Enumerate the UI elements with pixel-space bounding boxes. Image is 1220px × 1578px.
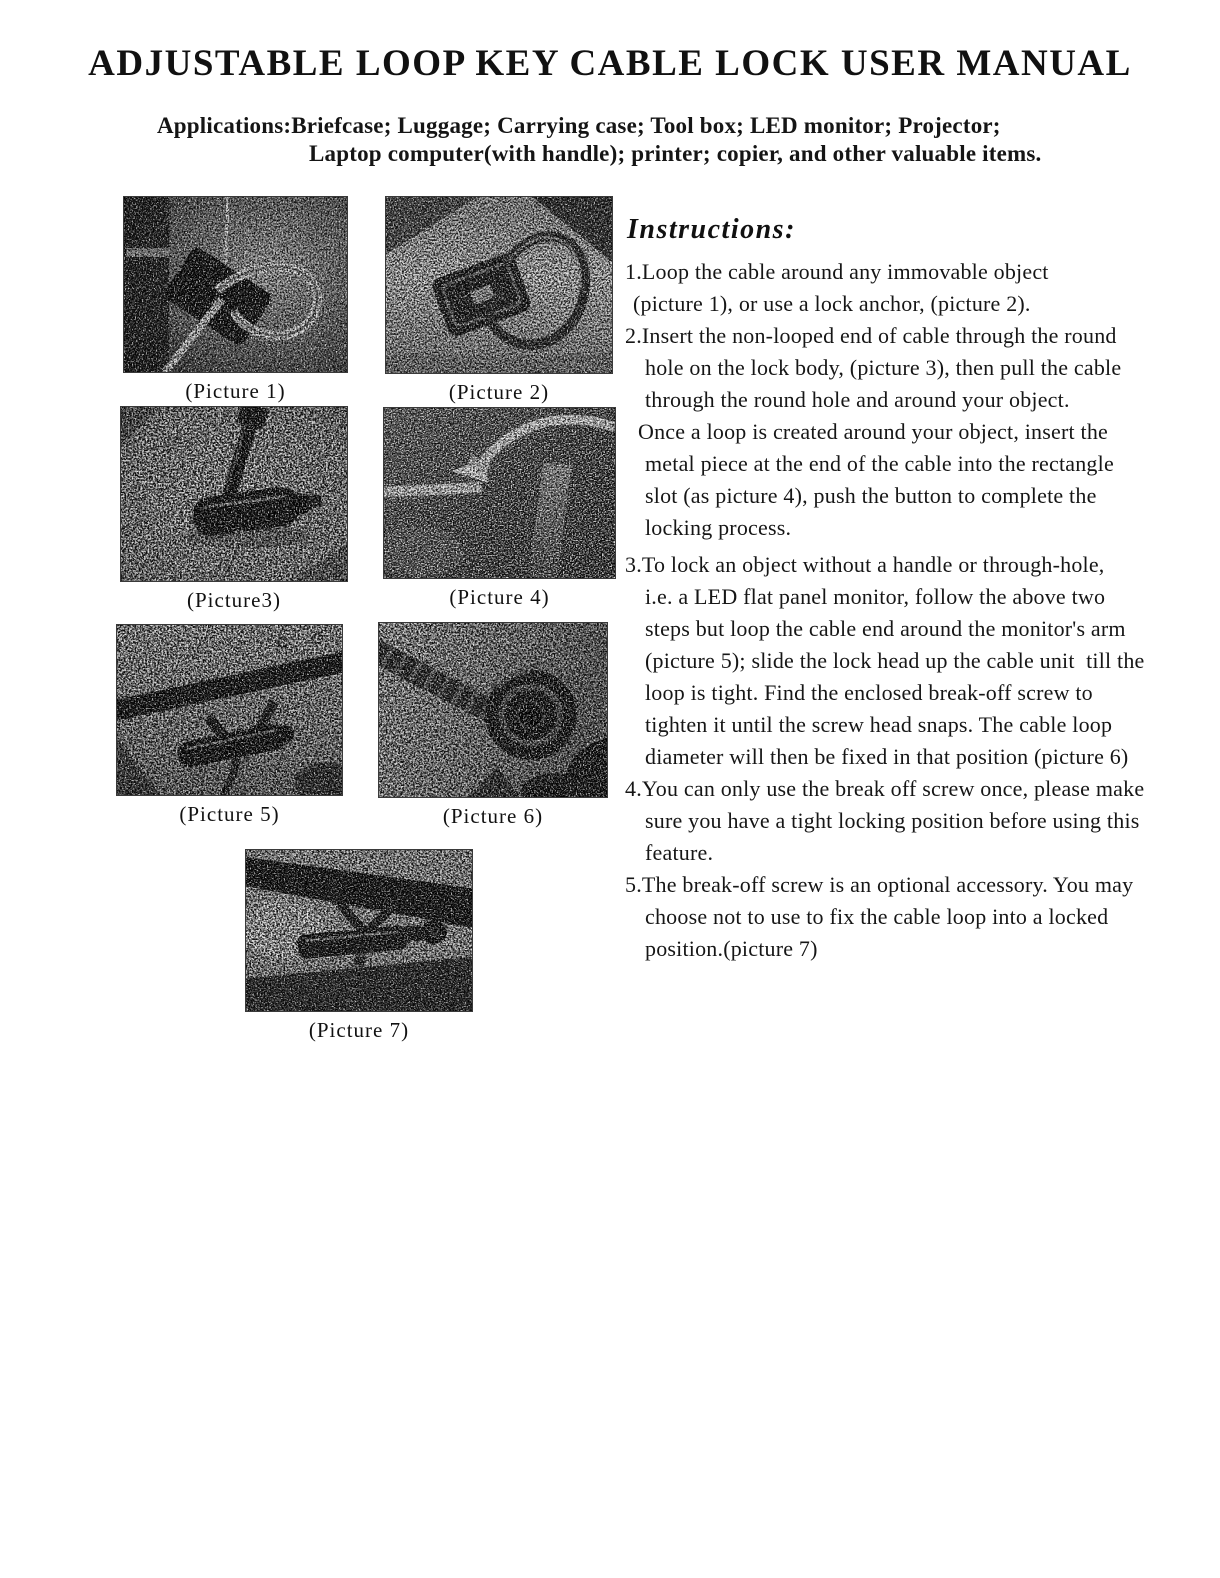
instruction-item-4: [625, 773, 1200, 869]
picture-5-caption: (Picture 5): [179, 802, 280, 826]
picture-2-caption: (Picture 2): [448, 380, 550, 404]
instruction-line: steps but loop the cable end around the monitor's arm: [645, 616, 1126, 641]
picture-2: [385, 196, 613, 405]
picture-4: [383, 407, 616, 610]
picture-1-photo: [123, 196, 348, 373]
applications-text: [157, 112, 1042, 168]
instruction-line: 5.The break-off screw is an optional accessory. You may: [625, 872, 1134, 897]
picture-5-photo: [116, 624, 343, 796]
page-title: ADJUSTABLE LOOP KEY CABLE LOCK USER MANUAL: [88, 43, 1132, 84]
instructions-heading: Instructions:: [627, 214, 796, 245]
instruction-line: locking process.: [645, 515, 792, 540]
instruction-line: 3.To lock an object without a handle or through-hole,: [625, 552, 1105, 577]
instruction-item-5: [625, 869, 1200, 965]
picture-7-caption: (Picture 7): [308, 1018, 410, 1042]
picture-4-caption: (Picture 4): [449, 585, 550, 609]
picture-3-caption: (Picture3): [187, 588, 281, 612]
instruction-line: (picture 5); slide the lock head up the cable unit till the: [645, 648, 1145, 673]
picture-7: [245, 849, 473, 1043]
picture-7-photo: [245, 849, 473, 1012]
instruction-item-3: [625, 549, 1200, 773]
instruction-line: diameter will then be fixed in that position (picture 6): [645, 744, 1129, 769]
instruction-line: feature.: [645, 840, 714, 865]
applications-line-1: Applications:Briefcase; Luggage; Carrying case; Tool box; LED monitor; Projector;: [157, 113, 1001, 138]
instructions-section: [625, 214, 1200, 965]
picture-6-photo: [378, 622, 608, 798]
instruction-line: metal piece at the end of the cable into the rectangle: [645, 451, 1114, 476]
instruction-item-2: [625, 320, 1200, 544]
instruction-line: slot (as picture 4), push the button to complete the: [645, 483, 1097, 508]
picture-3-photo: [120, 406, 348, 582]
instruction-line: 1.Loop the cable around any immovable object: [625, 259, 1049, 284]
instruction-item-1: [625, 256, 1200, 320]
picture-5: [116, 624, 343, 827]
instruction-line: Once a loop is created around your object, insert the: [638, 419, 1108, 444]
instruction-line: 4.You can only use the break off screw once, please make: [625, 776, 1145, 801]
instruction-line: through the round hole and around your object.: [645, 387, 1070, 412]
picture-3: [120, 406, 348, 613]
instruction-line: (picture 1), or use a lock anchor, (picture 2).: [633, 291, 1031, 316]
instruction-line: 2.Insert the non-looped end of cable through the round: [625, 323, 1117, 348]
picture-1-caption: (Picture 1): [185, 379, 286, 403]
applications-line-2: Laptop computer(with handle); printer; copier, and other valuable items.: [309, 141, 1042, 166]
picture-2-photo: [385, 196, 613, 374]
instruction-line: sure you have a tight locking position before using this: [645, 808, 1140, 833]
instruction-line: tighten it until the screw head snaps. The cable loop: [645, 712, 1113, 737]
picture-1: [123, 196, 348, 404]
instruction-line: loop is tight. Find the enclosed break-off screw to: [645, 680, 1093, 705]
instruction-line: choose not to use to fix the cable loop into a locked: [645, 904, 1109, 929]
instruction-line: position.(picture 7): [645, 936, 818, 961]
picture-6-caption: (Picture 6): [442, 804, 544, 828]
instruction-line: hole on the lock body, (picture 3), then pull the cable: [645, 355, 1122, 380]
instruction-line: i.e. a LED flat panel monitor, follow the above two: [645, 584, 1106, 609]
picture-6: [378, 622, 608, 829]
picture-4-photo: [383, 407, 616, 579]
